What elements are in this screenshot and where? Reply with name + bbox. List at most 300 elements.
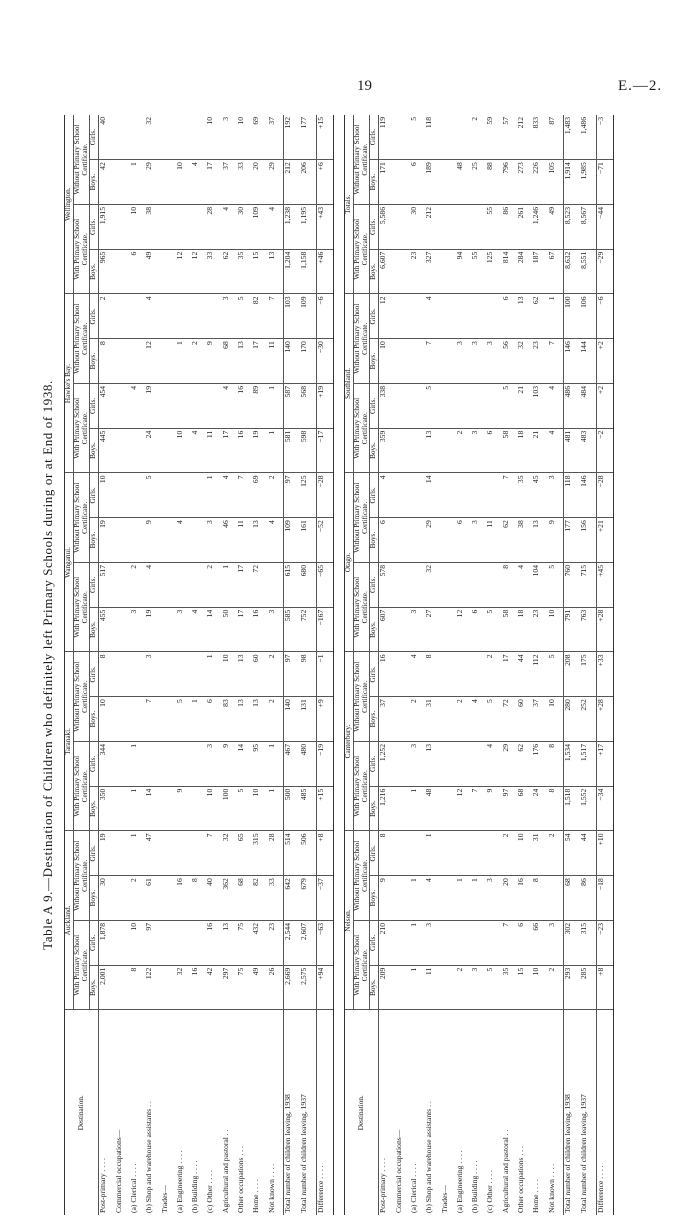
girls-header: Girls.	[90, 115, 99, 160]
table-cell: 21	[517, 384, 532, 429]
table-cell: 2	[456, 428, 471, 473]
table-cell	[206, 384, 221, 429]
table-cell: 8	[548, 742, 564, 787]
table-cell	[115, 786, 130, 831]
table-cell: 293	[564, 965, 580, 1010]
table-cell: 3	[471, 518, 486, 563]
table-cell	[471, 473, 486, 518]
table-cell: 131	[300, 697, 316, 742]
table-cell: 10	[176, 428, 191, 473]
table-cell: 2,544	[284, 921, 300, 966]
table-cell: 171	[379, 160, 395, 205]
table-cell: 26	[268, 965, 284, 1010]
table-cell: 7	[502, 473, 517, 518]
table-cell: 29	[502, 742, 517, 787]
table-cell: 86	[502, 205, 517, 250]
table-cell: 3	[456, 339, 471, 384]
table-cell: 161	[300, 518, 316, 563]
table-cell: 86	[580, 876, 596, 921]
table-cell	[161, 115, 176, 160]
table-cell: 4	[191, 607, 206, 652]
table-cell	[115, 294, 130, 339]
table-cell: 7	[471, 786, 486, 831]
table-cell: −23	[596, 921, 613, 966]
table-cell	[441, 160, 456, 205]
table-cell: 37	[532, 697, 547, 742]
table-cell	[410, 294, 425, 339]
table-cell: 38	[517, 518, 532, 563]
table-cell: 7	[502, 921, 517, 966]
table-cell: 118	[564, 473, 580, 518]
table-cell: 8	[99, 652, 115, 697]
table-cell	[176, 563, 191, 608]
table-cell: 58	[502, 428, 517, 473]
table-cell: 12	[456, 786, 471, 831]
table-cell: 1	[456, 876, 471, 921]
table-cell	[130, 115, 145, 160]
table-cell	[441, 876, 456, 921]
table-row	[395, 115, 410, 1215]
table-cell: 97	[502, 786, 517, 831]
table-cell: 16	[176, 876, 191, 921]
table-cell	[161, 473, 176, 518]
table-cell: 4	[222, 384, 237, 429]
table-cell: 1	[130, 831, 145, 876]
table-cell	[395, 921, 410, 966]
boys-header: Boys.	[90, 249, 99, 294]
table-cell: 1	[268, 786, 284, 831]
table-cell	[441, 428, 456, 473]
table-cell: 10	[99, 697, 115, 742]
table-cell: 100	[564, 294, 580, 339]
girls-header: Girls.	[90, 831, 99, 876]
table-cell: 1,195	[300, 205, 316, 250]
table-cell: 1	[222, 563, 237, 608]
table-cell	[115, 607, 130, 652]
table-cell: 13	[252, 697, 267, 742]
table-cell: 615	[284, 563, 300, 608]
table-cell: 67	[548, 249, 564, 294]
boys-header: Boys.	[370, 249, 379, 294]
table-cell: 14	[206, 607, 221, 652]
table-row	[532, 115, 547, 1215]
table-cell: −6	[596, 294, 613, 339]
table-cell: 5,586	[379, 205, 395, 250]
table-cell	[395, 115, 410, 160]
table-row	[564, 115, 580, 1215]
table-cell: 607	[379, 607, 395, 652]
table-cell: −1	[316, 652, 333, 697]
boys-header: Boys.	[370, 428, 379, 473]
table-cell: 598	[300, 428, 316, 473]
table-cell: −3	[596, 115, 613, 160]
table-cell: 10	[548, 607, 564, 652]
table-cell: 6	[130, 249, 145, 294]
table-cell: 763	[580, 607, 596, 652]
table-cell	[441, 294, 456, 339]
with-certificate-header: With Primary School Certificate.	[73, 921, 90, 1011]
table-cell	[456, 831, 471, 876]
table-row	[252, 115, 267, 1215]
table-cell	[176, 652, 191, 697]
table-cell: 315	[580, 921, 596, 966]
district-header: Canterbury.	[345, 652, 354, 831]
table-cell	[441, 473, 456, 518]
table-cell	[115, 160, 130, 205]
table-row	[268, 115, 284, 1215]
table-cell: −167	[316, 607, 333, 652]
table-cell: 68	[564, 876, 580, 921]
table-cell: −52	[316, 518, 333, 563]
girls-header: Girls.	[90, 742, 99, 787]
table-cell	[395, 607, 410, 652]
table-cell	[191, 294, 206, 339]
table-cell: 9	[206, 339, 221, 384]
table-cell: 13	[237, 652, 252, 697]
table-cell	[456, 205, 471, 250]
table-cell: 338	[379, 384, 395, 429]
without-certificate-header: Without Primary School Certificate.	[353, 115, 370, 205]
girls-header: Girls.	[370, 921, 379, 966]
table-cell: 4	[191, 160, 206, 205]
rotated-table-page	[40, 115, 620, 1215]
table-cell: 32	[517, 339, 532, 384]
table-cell	[176, 384, 191, 429]
table-row	[237, 115, 252, 1215]
table-cell	[161, 652, 176, 697]
row-label: Difference . . . .	[316, 1010, 333, 1215]
table-cell: 89	[252, 384, 267, 429]
table-cell: 209	[379, 965, 395, 1010]
table-cell	[395, 428, 410, 473]
table-cell: 1,534	[564, 742, 580, 787]
girls-header: Girls.	[90, 205, 99, 250]
table-cell: −65	[316, 563, 333, 608]
table-cell	[456, 652, 471, 697]
table-cell: 273	[517, 160, 532, 205]
table-cell: 4	[410, 652, 425, 697]
table-cell: 1,246	[532, 205, 547, 250]
table-cell	[206, 294, 221, 339]
table-cell: 83	[222, 697, 237, 742]
table-cell	[441, 607, 456, 652]
table-cell	[441, 249, 456, 294]
table-cell: 2	[191, 339, 206, 384]
table-cell	[115, 831, 130, 876]
table-cell	[471, 205, 486, 250]
girls-header: Girls.	[370, 294, 379, 339]
table-cell: 19	[99, 518, 115, 563]
table-row	[145, 115, 160, 1215]
table-cell: 24	[532, 786, 547, 831]
table-cell: +15	[316, 115, 333, 160]
table-cell	[115, 205, 130, 250]
table-cell	[456, 115, 471, 160]
table-cell: 8	[99, 339, 115, 384]
row-label: Total number of children leaving, 1937	[299, 1094, 309, 1213]
table-cell	[441, 384, 456, 429]
table-cell: 3	[471, 428, 486, 473]
table-cell	[441, 831, 456, 876]
table-cell: +43	[316, 205, 333, 250]
table-cell	[395, 831, 410, 876]
table-row	[161, 115, 176, 1215]
table-cell	[456, 294, 471, 339]
table-cell: 1,238	[284, 205, 300, 250]
table-cell: 9	[486, 786, 501, 831]
table-cell: 13	[532, 518, 547, 563]
table-cell: 32	[222, 831, 237, 876]
table-row	[486, 115, 501, 1215]
destination-header: Destination.	[65, 1010, 99, 1215]
table-cell	[176, 921, 191, 966]
table-cell: 833	[532, 115, 547, 160]
table-cell: 1	[471, 876, 486, 921]
table-cell: 16	[206, 921, 221, 966]
table-cell: 104	[532, 563, 547, 608]
table-cell: 7	[548, 339, 564, 384]
table-cell: 47	[145, 831, 160, 876]
table-cell	[395, 742, 410, 787]
table-cell: 12	[379, 294, 395, 339]
table-cell: 61	[145, 876, 160, 921]
table-cell: 72	[252, 563, 267, 608]
table-cell: 1	[425, 831, 440, 876]
table-cell: 31	[425, 697, 440, 742]
table-cell: 2,001	[99, 965, 115, 1010]
table-cell	[115, 473, 130, 518]
page-reference: E.—2.	[618, 78, 663, 94]
table-cell	[191, 921, 206, 966]
table-cell: 32	[425, 563, 440, 608]
girls-header: Girls.	[90, 652, 99, 697]
table-cell: 25	[471, 160, 486, 205]
table-cell: 177	[564, 518, 580, 563]
table-cell	[410, 563, 425, 608]
table-cell	[176, 473, 191, 518]
table-cell	[191, 786, 206, 831]
girls-header: Girls.	[370, 831, 379, 876]
table-cell	[191, 205, 206, 250]
table-cell: 350	[99, 786, 115, 831]
table-cell: 69	[252, 473, 267, 518]
boys-header: Boys.	[370, 876, 379, 921]
table-cell	[441, 786, 456, 831]
table-cell: 30	[237, 205, 252, 250]
table-cell: 10	[99, 473, 115, 518]
table-cell: 5	[486, 607, 501, 652]
table-cell: 2	[268, 652, 284, 697]
table-cell: 2	[502, 831, 517, 876]
table-cell	[115, 518, 130, 563]
table-cell: −71	[596, 160, 613, 205]
row-label: (a) Engineering . . . .	[454, 1150, 464, 1213]
table-block-lower	[344, 115, 614, 1215]
table-cell	[395, 249, 410, 294]
table-cell: +2	[596, 339, 613, 384]
table-cell: 48	[425, 786, 440, 831]
table-cell: 187	[532, 249, 547, 294]
table-cell: 2	[268, 473, 284, 518]
girls-header: Girls.	[370, 652, 379, 697]
table-cell: 500	[284, 786, 300, 831]
table-cell: 1	[206, 652, 221, 697]
table-cell: 284	[517, 249, 532, 294]
table-cell: 760	[564, 563, 580, 608]
table-cell: 3	[471, 339, 486, 384]
table-row	[191, 115, 206, 1215]
table-cell: 125	[486, 249, 501, 294]
table-cell	[441, 965, 456, 1010]
row-label: Difference . . . .	[596, 1010, 613, 1215]
table-cell: 8	[425, 652, 440, 697]
table-cell: 19	[145, 384, 160, 429]
table-cell	[410, 384, 425, 429]
table-cell	[191, 831, 206, 876]
district-header: Taranaki.	[65, 652, 74, 831]
table-cell: 17	[206, 160, 221, 205]
table-cell: 3	[130, 607, 145, 652]
table-cell: 16	[237, 384, 252, 429]
table-cell: 1,216	[379, 786, 395, 831]
girls-header: Girls.	[370, 115, 379, 160]
table-cell	[115, 339, 130, 384]
table-cell	[161, 876, 176, 921]
girls-header: Girls.	[90, 921, 99, 966]
destination-header: Destination.	[345, 1010, 379, 1215]
table-cell: 486	[564, 384, 580, 429]
table-row	[316, 115, 333, 1215]
table-cell: 40	[206, 876, 221, 921]
table-cell	[395, 652, 410, 697]
table-cell	[115, 428, 130, 473]
row-label: (a) Clerical . . . .	[129, 1163, 139, 1213]
table-cell: 32	[145, 115, 160, 160]
table-cell: 144	[580, 339, 596, 384]
boys-header: Boys.	[370, 160, 379, 205]
without-certificate-header: Without Primary School Certificate.	[353, 473, 370, 563]
table-cell: 16	[237, 428, 252, 473]
table-cell: 29	[425, 518, 440, 563]
table-cell	[176, 205, 191, 250]
table-cell: 7	[268, 294, 284, 339]
table-cell	[471, 294, 486, 339]
table-cell	[441, 921, 456, 966]
boys-header: Boys.	[90, 339, 99, 384]
without-certificate-header: Without Primary School Certificate.	[73, 294, 90, 384]
table-cell: 2,669	[284, 965, 300, 1010]
table-cell: 146	[580, 473, 596, 518]
table-row	[548, 115, 564, 1215]
table-cell: 514	[284, 831, 300, 876]
table-cell: 192	[284, 115, 300, 160]
table-cell: 29	[145, 160, 160, 205]
boys-header: Boys.	[370, 339, 379, 384]
table-cell	[456, 921, 471, 966]
table-cell: 156	[580, 518, 596, 563]
girls-header: Girls.	[370, 473, 379, 518]
table-cell	[441, 697, 456, 742]
table-cell: 177	[300, 115, 316, 160]
table-cell: 65	[237, 831, 252, 876]
table-cell	[176, 115, 191, 160]
district-header: Otago.	[345, 473, 354, 652]
table-cell: 75	[237, 965, 252, 1010]
table-cell: 6	[206, 697, 221, 742]
table-cell: 2	[206, 563, 221, 608]
table-cell	[395, 563, 410, 608]
table-cell: 2	[471, 115, 486, 160]
table-cell	[471, 742, 486, 787]
table-cell: 11	[237, 518, 252, 563]
boys-header: Boys.	[90, 607, 99, 652]
table-cell: +46	[316, 249, 333, 294]
table-cell: 568	[300, 384, 316, 429]
table-cell: 13	[425, 428, 440, 473]
table-cell: 33	[237, 160, 252, 205]
table-cell: +6	[316, 160, 333, 205]
table-cell: 56	[502, 339, 517, 384]
table-cell: 791	[564, 607, 580, 652]
table-cell: 327	[425, 249, 440, 294]
table-cell	[115, 115, 130, 160]
table-cell: 1,552	[580, 786, 596, 831]
table-row	[471, 115, 486, 1215]
table-row	[99, 115, 115, 1215]
table-cell: 37	[379, 697, 395, 742]
table-cell: 9	[145, 518, 160, 563]
table-cell: 1	[130, 786, 145, 831]
boys-header: Boys.	[90, 160, 99, 205]
table-cell	[161, 742, 176, 787]
table-cell: 581	[284, 428, 300, 473]
table-cell: 8	[379, 831, 395, 876]
table-cell	[161, 563, 176, 608]
table-cell: 30	[410, 205, 425, 250]
district-header: Auckland.	[65, 831, 74, 1010]
table-cell: −19	[316, 742, 333, 787]
table-cell: 10	[130, 205, 145, 250]
table-cell: 10	[176, 160, 191, 205]
table-cell: 57	[502, 115, 517, 160]
table-cell: 27	[425, 607, 440, 652]
table-cell: 2	[548, 831, 564, 876]
table-cell: 3	[222, 294, 237, 339]
row-label: Trades—	[439, 1185, 449, 1213]
table-cell: 517	[99, 563, 115, 608]
table-cell: 3	[222, 115, 237, 160]
table-cell: 3	[410, 607, 425, 652]
table-cell	[456, 742, 471, 787]
table-cell: 965	[99, 249, 115, 294]
table-cell: 480	[300, 742, 316, 787]
table-cell: 23	[410, 249, 425, 294]
table-cell: 481	[564, 428, 580, 473]
table-cell: 212	[517, 115, 532, 160]
table-row	[425, 115, 440, 1215]
table-cell: 454	[99, 384, 115, 429]
table-cell: 18	[517, 428, 532, 473]
table-cell: 19	[252, 428, 267, 473]
table-cell	[395, 697, 410, 742]
table-cell: 55	[486, 205, 501, 250]
table-cell: 8	[548, 786, 564, 831]
table-cell: 6	[486, 428, 501, 473]
table-cell: 2	[268, 697, 284, 742]
table-cell: 1	[268, 428, 284, 473]
table-cell	[161, 249, 176, 294]
table-cell: 189	[425, 160, 440, 205]
